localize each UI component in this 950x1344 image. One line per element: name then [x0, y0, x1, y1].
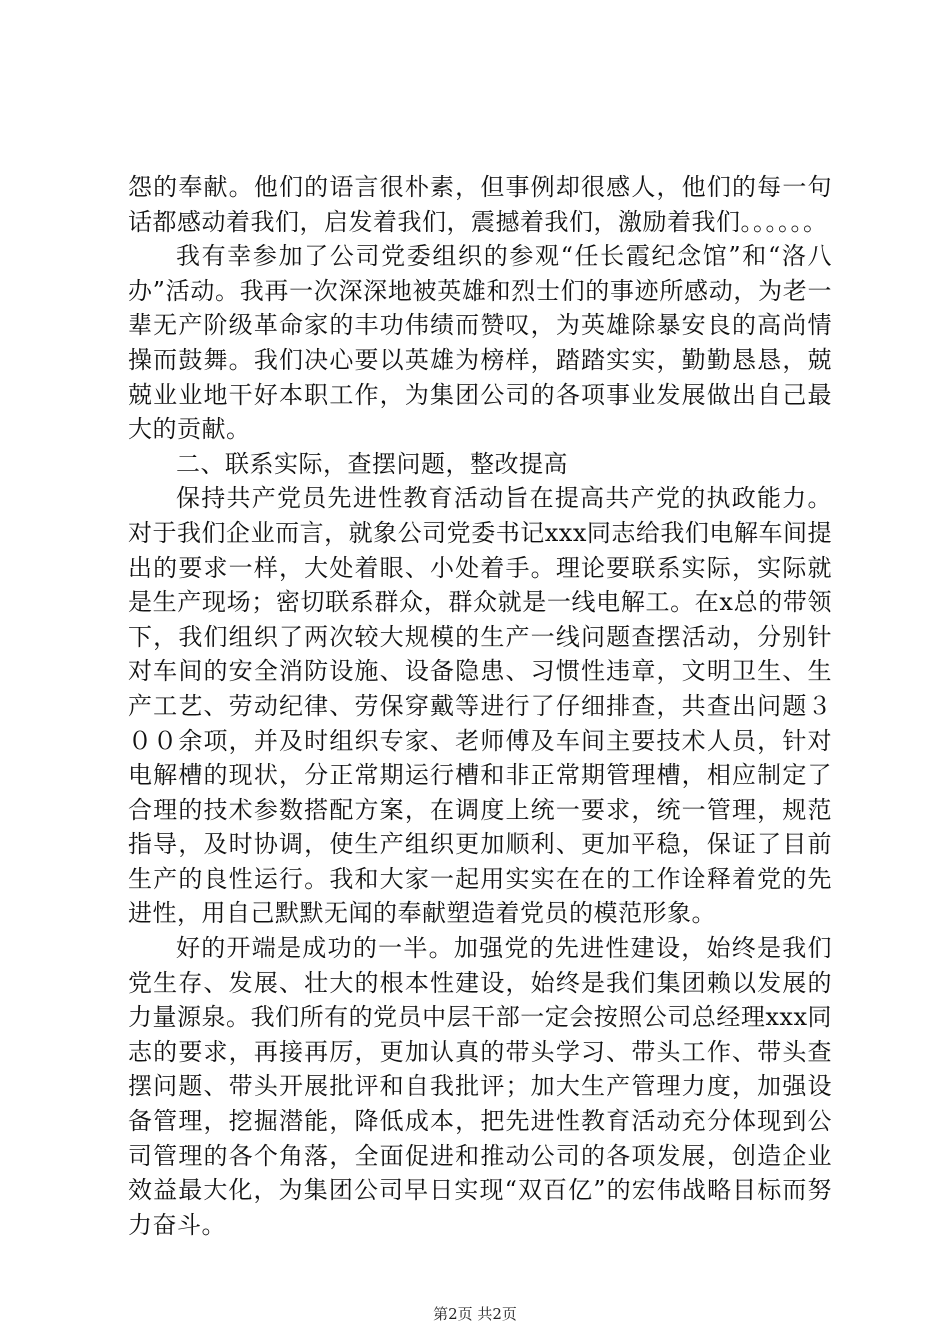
page-number-label: 第2页 共2页	[433, 1305, 517, 1323]
document-body	[128, 170, 832, 1242]
paragraph-continuation: 怨的奉献。他们的语言很朴素，但事例却很感人，他们的每一句话都感动着我们，启发着我们，震撼着我们，激励着我们。。。。。。	[128, 173, 832, 236]
paragraph-problem-review: 保持共产党员先进性教育活动旨在提高共产党的执政能力。对于我们企业而言，就象公司党委书记xxx同志给我们电解车间提出的要求一样，大处着眼、小处着手。理论要联系实际，实际就是生产现场；密切联系群众，群众就是一线电解工。在x总的带领下，我们组织了两次较大规模的生产一线问题查摆活动，分别针对车间的安全消防设施、设备隐患、习惯性违章，文明卫生、生产工艺、劳动纪律、劳保穿戴等进行了仔细排查，共查出问题３００余项，并及时组织专家、老师傅及车间主要技术人员，针对电解槽的现状，分正常期运行槽和非正常期管理槽，相应制定了合理的技术参数搭配方案，在调度上统一要求，统一管理，规范指导，及时协调，使生产组织更加顺利、更加平稳，保证了目前生产的良性运行。我和大家一起用实实在在的工作诠释着党的先进性，用自己默默无闻的奉献塑造着党员的模范形象。	[128, 484, 832, 928]
paragraph-memorial-visit: 我有幸参加了公司党委组织的参观“任长霞纪念馆”和“洛八办”活动。我再一次深深地被英雄和烈士们的事迹所感动，为老一辈无产阶级革命家的丰功伟绩而赞叹，为英雄除暴安良的高尚情操而鼓舞。我们决心要以英雄为榜样，踏踏实实，勤勤恳恳，兢兢业业地干好本职工作，为集团公司的各项事业发展做出自己最大的贡献。	[128, 242, 832, 444]
page-footer	[0, 1304, 950, 1324]
paragraph-conclusion: 好的开端是成功的一半。加强党的先进性建设，始终是我们党生存、发展、壮大的根本性建设，始终是我们集团赖以发展的力量源泉。我们所有的党员中层干部一定会按照公司总经理xxx同志的要求，再接再厉，更加认真的带头学习、带头工作、带头查摆问题、带头开展批评和自我批评；加大生产管理力度，加强设备管理，挖掘潜能，降低成本，把先进性教育活动充分体现到公司管理的各个角落，全面促进和推动公司的各项发展，创造企业效益最大化，为集团公司早日实现“双百亿”的宏伟战略目标而努力奋斗。	[128, 934, 832, 1239]
section-heading: 二、联系实际，查摆问题，整改提高	[176, 449, 568, 478]
